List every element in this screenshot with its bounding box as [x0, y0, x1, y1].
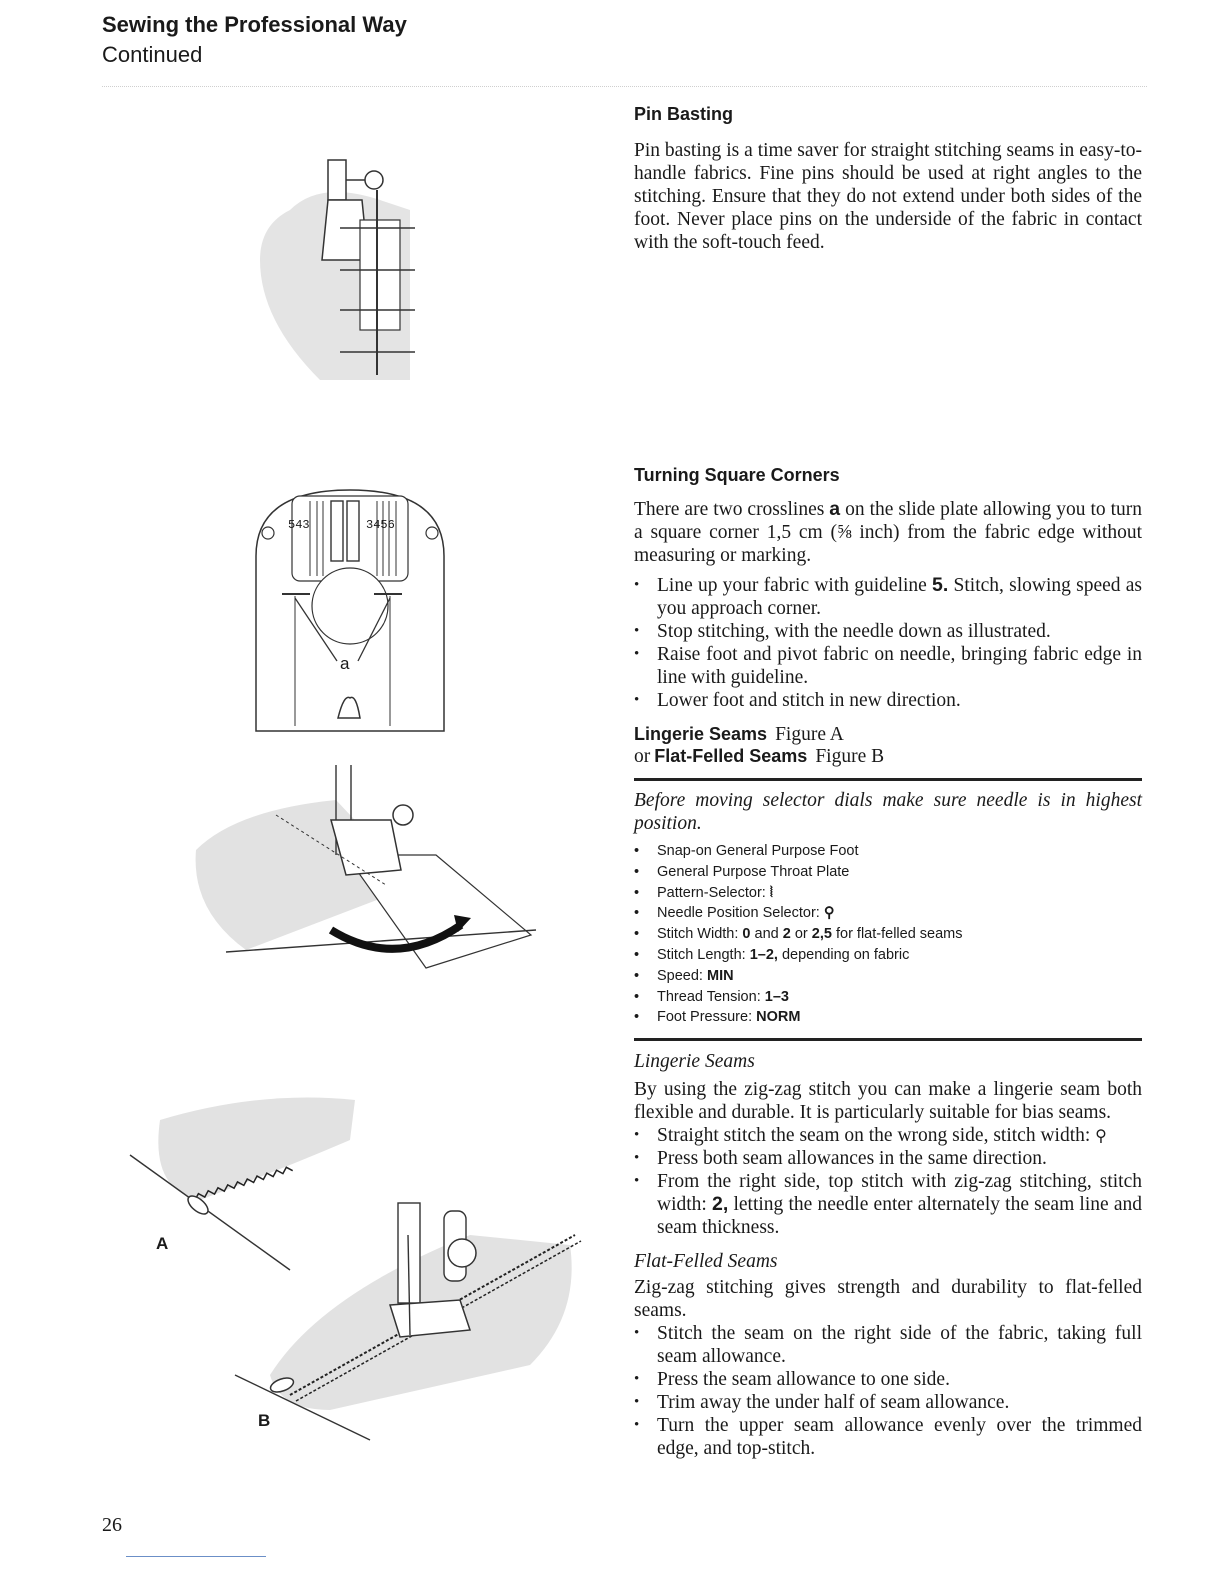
list-item: • Press both seam allowances in the same direction. [634, 1147, 1142, 1170]
corners-heading: Turning Square Corners [634, 465, 840, 485]
pin-basting-illustration [240, 140, 440, 390]
list-item [634, 966, 1142, 987]
guideline-numbers-right: 3456 [366, 518, 395, 532]
lingerie-title: Lingerie Seams [634, 724, 768, 744]
list-item: • General Purpose Throat Plate [634, 862, 1142, 883]
corners-intro [634, 498, 1142, 567]
step-text: From the right side, top stitch with zig-zag stitching, stitch width: [657, 1171, 1142, 1216]
setting-text: for flat-felled seams [831, 926, 963, 943]
page-header [102, 12, 407, 68]
list-item [634, 903, 1142, 924]
settings-note: Before moving selector dials make sure needle is in highest position. [634, 790, 1142, 834]
lingerie-subhead: Lingerie Seams [634, 1051, 755, 1073]
footer-rule [126, 1556, 266, 1557]
step-text: Stitch, slowing speed as you approach corner. [657, 575, 1142, 619]
setting-text: depending on fabric [777, 946, 910, 963]
lingerie-body: By using the zig-zag stitch you can make a lingerie seam both flexible and durable. It is particularly suitable for bias seams. [634, 1079, 1142, 1124]
list-item [634, 924, 1142, 945]
list-item: • Snap-on General Purpose Foot [634, 841, 1142, 862]
setting-label: Stitch Length: [657, 946, 750, 963]
list-item [634, 987, 1142, 1008]
pin-basting-section [634, 104, 1142, 254]
machine-settings-list [634, 841, 1142, 1028]
flat-felled-steps [634, 1322, 1142, 1460]
figure-label-b: B [258, 1411, 271, 1430]
setting-label: Needle Position Selector: [657, 905, 820, 922]
straight-stitch-icon: ⚲ [1095, 1126, 1107, 1146]
flat-felled-seam-figure [230, 1195, 590, 1445]
setting-label: Foot Pressure: [657, 1009, 757, 1026]
figure-b-ref: Figure B [815, 746, 885, 767]
flat-felled-body: Zig-zag stitching gives strength and durability to flat-felled seams. [634, 1277, 1142, 1322]
settings-top-rule [634, 778, 1142, 781]
corners-intro-text-2: on the slide plate allowing you to turn a square corner 1,5 cm (⅝ inch) from the fabric edge without measuring or marking. [634, 499, 1142, 566]
setting-value: 1–3 [764, 988, 789, 1005]
lingerie-flat-felled-heading [634, 724, 1142, 768]
zigzag-pattern-icon: ⦚ [769, 884, 773, 901]
setting-value: 1–2, [749, 946, 778, 963]
list-item: • Press the seam allowance to one side. [634, 1368, 1142, 1391]
header-divider [102, 86, 1147, 87]
pin-basting-figure [240, 140, 440, 390]
corners-intro-text: There are two crosslines [634, 499, 830, 520]
list-item: • Trim away the under half of seam allowance. [634, 1391, 1142, 1414]
page-title: Sewing the Professional Way [102, 12, 407, 37]
stitch-width-value: 2, [712, 1193, 729, 1216]
list-item: • Stitch the seam on the right side of the fabric, taking full seam allowance. [634, 1322, 1142, 1368]
guideline-numbers-left: 543 [288, 518, 310, 532]
step-text: letting the needle enter alternately the seam line and seam thickness. [657, 1194, 1143, 1239]
flat-felled-title: Flat-Felled Seams [654, 746, 808, 766]
turning-corner-figure [186, 760, 546, 975]
corners-section [634, 465, 1142, 1460]
setting-label: Speed: [657, 967, 707, 984]
lingerie-steps [634, 1124, 1142, 1239]
list-item [634, 1007, 1142, 1028]
setting-value: 2 [782, 926, 791, 943]
setting-value: 2,5 [811, 926, 832, 943]
step-text: Line up your fabric with guideline [657, 575, 933, 596]
pin-basting-heading: Pin Basting [634, 104, 734, 124]
flat-felled-subhead: Flat-Felled Seams [634, 1251, 778, 1273]
flat-felled-seam-illustration [230, 1195, 590, 1445]
list-item [634, 883, 1142, 904]
turning-corner-illustration [186, 760, 546, 975]
guideline-ref: 5. [932, 574, 949, 596]
setting-label: Thread Tension: [657, 988, 765, 1005]
setting-text: or [790, 926, 812, 943]
crossline-ref: a [829, 498, 841, 520]
setting-value: NORM [756, 1009, 801, 1026]
figure-label-a: A [156, 1234, 169, 1253]
list-item [634, 945, 1142, 966]
needle-position-icon: ⚲ [823, 905, 835, 922]
pin-basting-body: Pin basting is a time saver for straight stitching seams in easy-to-handle fabrics. Fine pins should be used at right angles to the stitching. Ensure that they do not extend under both sides of the foot. Never place pins on the underside of the fabric in contact with the soft-touch feed. [634, 140, 1142, 253]
list-item: • Lower foot and stitch in new direction. [634, 689, 1142, 712]
page-subtitle: Continued [102, 42, 203, 67]
list-item [634, 574, 1142, 620]
list-item: • Turn the upper seam allowance evenly over the trimmed edge, and top-stitch. [634, 1414, 1142, 1460]
setting-value: 0 [742, 926, 751, 943]
settings-bottom-rule [634, 1038, 1142, 1041]
list-item: • Raise foot and pivot fabric on needle, bringing fabric edge in line with guideline. [634, 643, 1142, 689]
list-item [634, 1170, 1142, 1239]
setting-label: Pattern-Selector: [657, 884, 766, 901]
slide-plate-figure [252, 486, 448, 736]
or-text: or [634, 746, 651, 767]
page-number: 26 [102, 1514, 122, 1536]
crossline-label: a [340, 654, 350, 673]
corners-steps [634, 574, 1142, 712]
setting-value: MIN [707, 967, 734, 984]
step-text: Straight stitch the seam on the wrong side, stitch width: [657, 1125, 1091, 1147]
setting-text: and [750, 926, 783, 943]
list-item [634, 1124, 1142, 1147]
slide-plate-illustration [252, 486, 448, 736]
figure-a-ref: Figure A [775, 724, 844, 745]
setting-label: Stitch Width: [657, 926, 743, 943]
list-item: • Stop stitching, with the needle down as illustrated. [634, 620, 1142, 643]
